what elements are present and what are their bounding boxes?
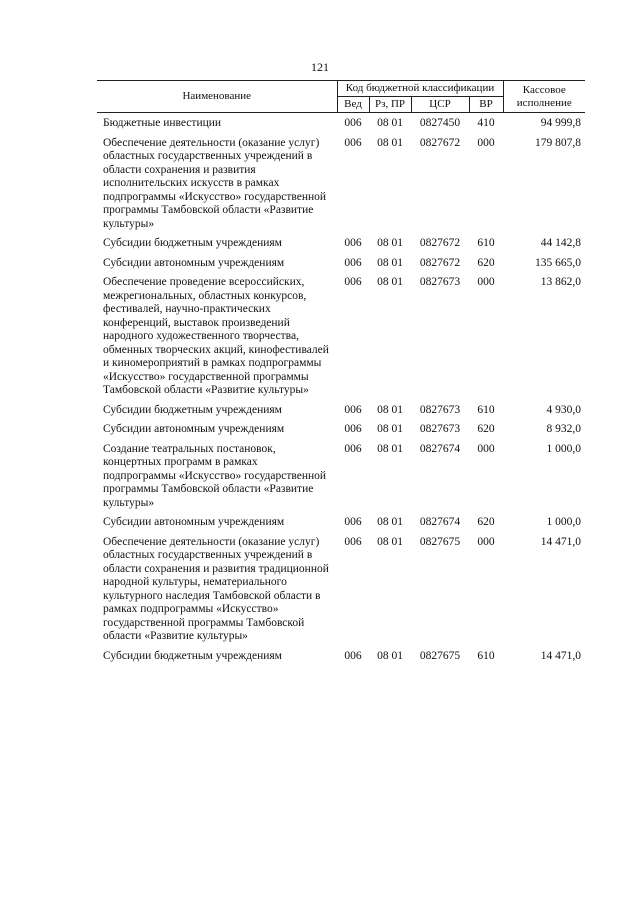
table-row [97,650,585,670]
table-row [97,257,585,277]
row-vr: 410 [477,117,495,129]
row-name: Создание театральных постановок, концертных программ в рамках подпрограммы «Искусство» государственной программы Тамбовской области «Развитие культуры» [103,442,327,509]
row-amount: 4 930,0 [546,403,582,416]
row-name: Обеспечение деятельности (оказание услуг) областных государственных учреждений в области сохранения и развития исполнительских искусств в рамках подпрограммы «Искусство» государственной программы Тамбовской области «Развитие культуры» [103,136,327,230]
row-rz-pr: 08 01 [377,256,403,269]
budget-table [97,80,585,669]
row-amount: 94 999,8 [540,117,582,129]
row-vr: 610 [477,237,495,249]
page-number: 121 [311,60,329,74]
row-name: Бюджетные инвестиции [103,117,222,129]
table-body [97,113,585,670]
table-row [97,443,585,517]
table-row [97,423,585,443]
row-vr: 620 [477,516,495,528]
row-csr: 0827675 [419,649,461,662]
table-row [97,536,585,650]
row-rz-pr: 08 01 [377,276,403,288]
row-rz-pr: 08 01 [377,403,403,416]
row-rz-pr: 08 01 [377,535,403,548]
row-ved: 006 [344,442,362,455]
header-amount: Кассовое исполнение [503,81,585,113]
header-rz: Рз, ПР [369,97,411,113]
row-amount: 1 000,0 [546,516,582,528]
row-rz-pr: 08 01 [377,117,403,129]
row-amount: 14 471,0 [540,649,582,662]
row-csr: 0827675 [419,535,461,548]
row-vr: 620 [477,256,495,269]
row-amount: 14 471,0 [540,535,582,548]
row-vr: 000 [477,276,495,288]
row-vr: 610 [477,649,495,662]
row-vr: 000 [477,442,495,455]
row-amount: 8 932,0 [546,423,582,435]
row-name: Субсидии автономным учреждениям [103,256,285,269]
header-vr: ВР [469,97,503,113]
row-ved: 006 [344,117,362,129]
row-csr: 0827672 [419,136,461,149]
header-ved: Вед [337,97,369,113]
row-name: Обеспечение проведение всероссийских, межрегиональных, областных конкурсов, фестивалей, научно-практических конференций, выставок произведений народного художественного творчества, обменных творческих акций, кинофестивалей и киномероприятий в рамках подпрограммы «Искусство» государственной программы Тамбовской области «Развитие культуры» [103,276,329,396]
row-vr: 000 [477,136,495,149]
row-ved: 006 [344,516,362,528]
row-ved: 006 [344,535,362,548]
row-name: Субсидии бюджетным учреждениям [103,403,282,416]
row-ved: 006 [344,403,362,416]
row-amount: 44 142,8 [540,237,582,249]
row-name: Субсидии автономным учреждениям [103,516,285,528]
header-name: Наименование [97,81,337,113]
row-name: Субсидии автономным учреждениям [103,423,285,435]
table-row [97,237,585,257]
row-amount: 1 000,0 [546,442,582,455]
row-ved: 006 [344,276,362,288]
row-rz-pr: 08 01 [377,649,403,662]
row-amount: 135 665,0 [535,256,582,269]
row-rz-pr: 08 01 [377,237,403,249]
row-rz-pr: 08 01 [377,423,403,435]
row-vr: 000 [477,535,495,548]
table-row [97,404,585,424]
row-name: Обеспечение деятельности (оказание услуг) областных государственных учреждений в области сохранения и развития традиционной народной культуры, нематериального культурного наследия Тамбовской области в рамках подпрограммы «Искусство» государственной программы Тамбовской области «Развитие культуры» [103,535,329,642]
row-ved: 006 [344,256,362,269]
row-amount: 179 807,8 [535,136,582,149]
table-row [97,113,585,137]
row-ved: 006 [344,423,362,435]
row-csr: 0827674 [419,442,461,455]
row-rz-pr: 08 01 [377,442,403,455]
row-rz-pr: 08 01 [377,516,403,528]
row-ved: 006 [344,136,362,149]
row-csr: 0827673 [419,423,461,435]
row-csr: 0827672 [419,237,461,249]
table-row [97,137,585,238]
row-csr: 0827450 [419,117,461,129]
row-csr: 0827673 [419,276,461,288]
row-vr: 620 [477,423,495,435]
header-csr: ЦСР [411,97,469,113]
table-row [97,516,585,536]
table-header [97,81,585,113]
row-name: Субсидии бюджетным учреждениям [103,237,282,249]
row-csr: 0827674 [419,516,461,528]
row-csr: 0827673 [419,403,461,416]
row-name: Субсидии бюджетным учреждениям [103,649,282,662]
row-ved: 006 [344,237,362,249]
row-vr: 610 [477,403,495,416]
row-rz-pr: 08 01 [377,136,403,149]
header-code-group: Код бюджетной классификации [337,81,503,97]
table-row [97,276,585,404]
row-amount: 13 862,0 [540,276,582,288]
row-ved: 006 [344,649,362,662]
row-csr: 0827672 [419,256,461,269]
